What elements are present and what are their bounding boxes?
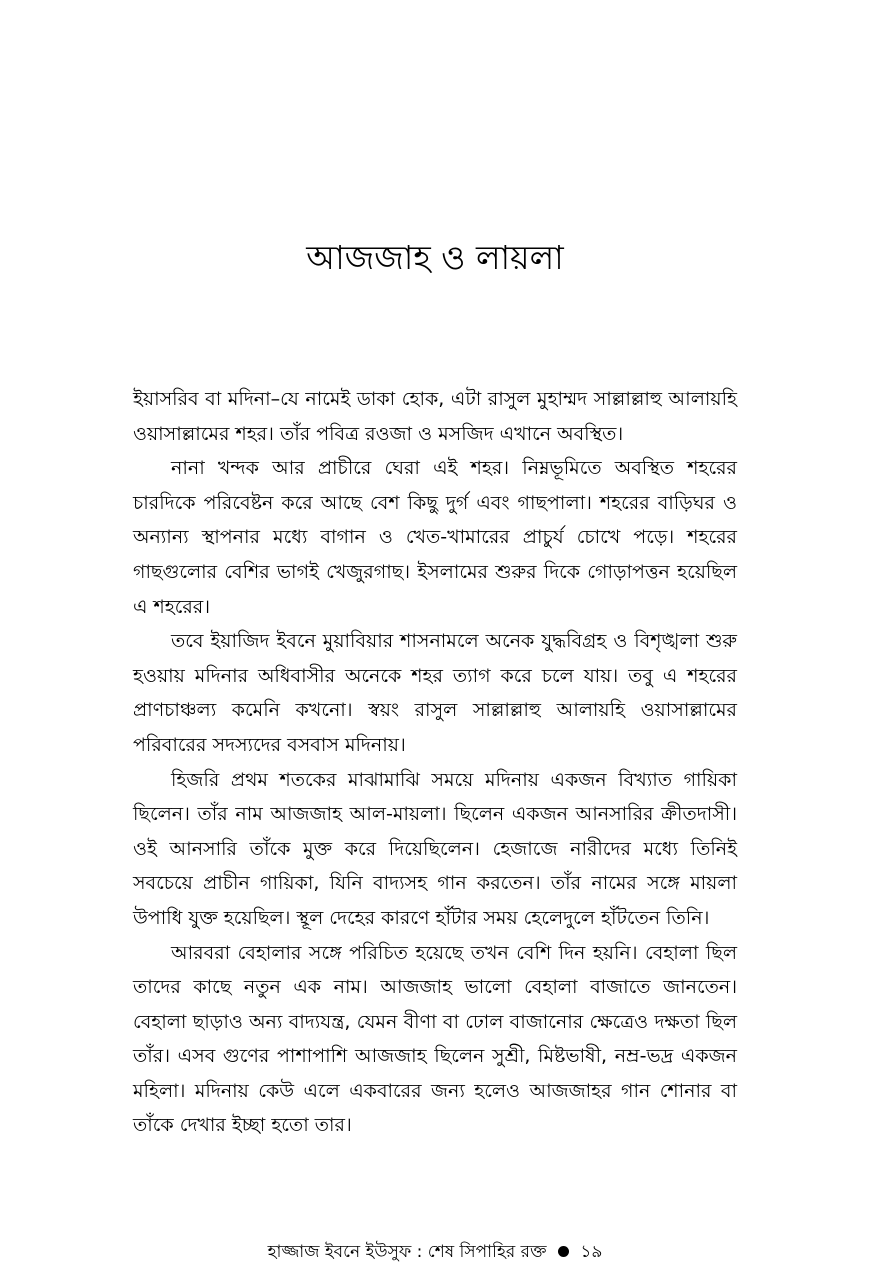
page-footer [0, 1240, 870, 1264]
running-title: হাজ্জাজ ইবনে ইউসুফ : শেষ সিপাহির রক্ত [267, 1242, 547, 1262]
bullet-icon [558, 1246, 569, 1257]
paragraph: তবে ইয়াজিদ ইবনে মুয়াবিয়ার শাসনামলে অনেক যুদ্ধবিগ্রহ ও বিশৃঙ্খলা শুরু হওয়ায় মদিনার অধিবাসীর অনেকে শহর ত্যাগ করে চলে যায়। তবু এ শহরের প্রাণচাঞ্চল্য কমেনি কখনো। স্বয়ং রাসুল সাল্লাল্লাহু আলায়হি ওয়াসাল্লামের পরিবারের সদস্যদের বসবাস মদিনায়। [133, 630, 737, 756]
page-number: ১৯ [580, 1242, 603, 1262]
chapter-title: আজজাহ ও লায়লা [306, 238, 564, 277]
paragraph: আরবরা বেহালার সঙ্গে পরিচিত হয়েছে তখন বেশি দিন হয়নি। বেহালা ছিল তাদের কাছে নতুন এক নাম। আজজাহ ভালো বেহালা বাজাতে জানতেন। বেহালা ছাড়াও অন্য বাদ্যযন্ত্র, যেমন বীণা বা ঢোল বাজানোর ক্ষেত্রেও দক্ষতা ছিল তাঁর। এসব গুণের পাশাপাশি আজজাহ ছিলেন সুশ্রী, মিষ্টভাষী, নম্র-ভদ্র একজন মহিলা। মদিনায় কেউ এলে একবারের জন্য হলেও আজজাহর গান শোনার বা তাঁকে দেখার ইচ্ছা হতো তার। [133, 941, 737, 1137]
chapter-body [133, 382, 737, 1143]
paragraph: হিজরি প্রথম শতকের মাঝামাঝি সময়ে মদিনায় একজন বিখ্যাত গায়িকা ছিলেন। তাঁর নাম আজজাহ আল-মায়লা। ছিলেন একজন আনসারির ক্রীতদাসী। ওই আনসারি তাঁকে মুক্ত করে দিয়েছিলেন। হেজাজে নারীদের মধ্যে তিনিই সবচেয়ে প্রাচীন গায়িকা, যিনি বাদ্যসহ গান করতেন। তাঁর নামের সঙ্গে মায়লা উপাধি যুক্ত হয়েছিল। স্থূল দেহের কারণে হাঁটার সময় হেলেদুলে হাঁটতেন তিনি। [133, 768, 737, 929]
paragraph: নানা খন্দক আর প্রাচীরে ঘেরা এই শহর। নিম্নভূমিতে অবস্থিত শহরের চারদিকে পরিবেষ্টন করে আছে বেশ কিছু দুর্গ এবং গাছপালা। শহরের বাড়িঘর ও অন্যান্য স্থাপনার মধ্যে বাগান ও খেত-খামারের প্রাচুর্য চোখে পড়ে। শহরের গাছগুলোর বেশির ভাগই খেজুরগাছ। ইসলামের শুরুর দিকে গোড়াপত্তন হয়েছিল এ শহরের। [133, 457, 737, 618]
paragraph: ইয়াসরিব বা মদিনা–যে নামেই ডাকা হোক, এটা রাসুল মুহাম্মদ সাল্লাল্লাহু আলায়হি ওয়াসাল্লামের শহর। তাঁর পবিত্র রওজা ও মসজিদ এখানে অবস্থিত। [133, 388, 737, 445]
